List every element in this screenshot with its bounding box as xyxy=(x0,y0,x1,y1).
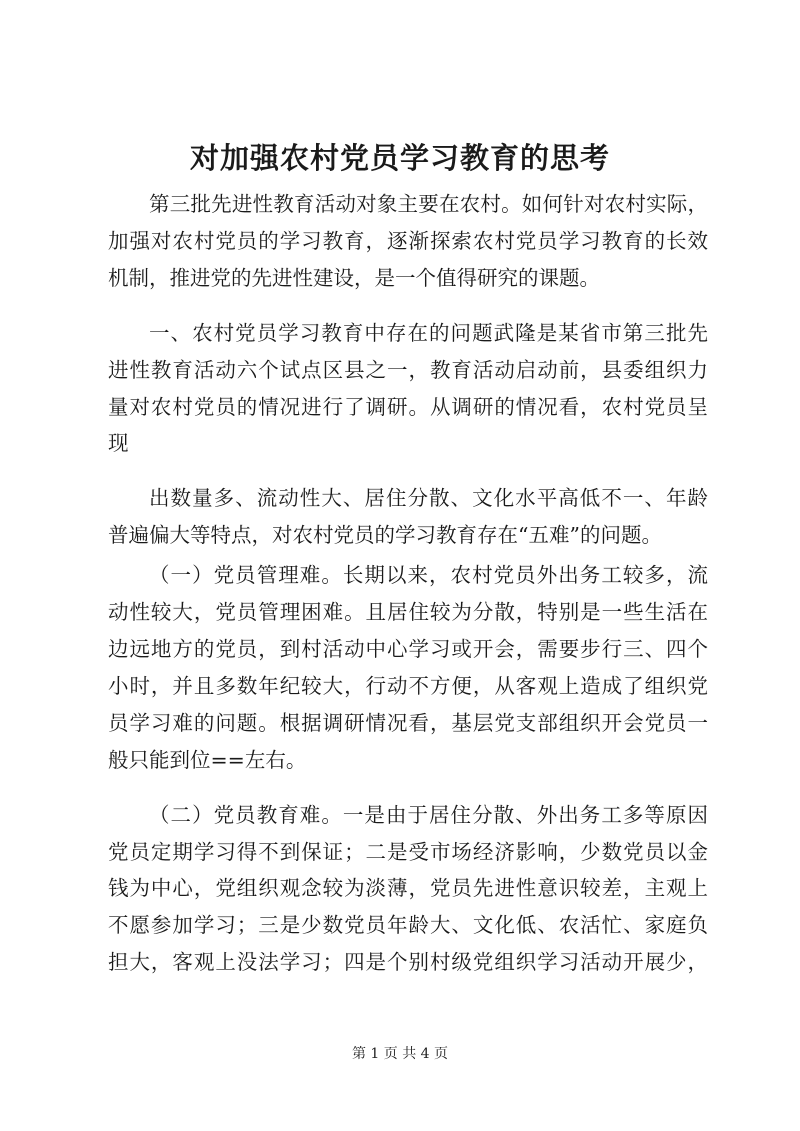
paragraph-features xyxy=(108,480,708,554)
text-line: 党员定期学习得不到保证；二是受市场经济影响，少数党员以金 xyxy=(108,839,708,864)
text-line: 动性较大，党员管理困难。且居住较为分散，特别是一些生活在 xyxy=(108,600,708,625)
text-line: 边远地方的党员，到村活动中心学习或开会，需要步行三、四个 xyxy=(108,636,708,661)
text-line: 现 xyxy=(108,431,129,456)
text-line: 小时，并且多数年纪较大，行动不方便，从客观上造成了组织党 xyxy=(108,673,708,698)
document-title: 对加强农村党员学习教育的思考 xyxy=(189,141,610,175)
text-line: 第三批先进性教育活动对象主要在农村。如何针对农村实际， xyxy=(149,192,708,216)
text-line: 般只能到位==左右。 xyxy=(108,747,307,772)
text-line: 进性教育活动六个试点区县之一，教育活动启动前，县委组织力 xyxy=(108,357,708,382)
text-line: 不愿参加学习；三是少数党员年龄大、文化低、农活忙、家庭负 xyxy=(108,913,708,938)
text-line: 机制，推进党的先进性建设，是一个值得研究的课题。 xyxy=(108,265,600,290)
page-footer: 第 1 页 共 4 页 xyxy=(351,1046,449,1062)
text-line: 加强对农村党员的学习教育，逐渐探索农村党员学习教育的长效 xyxy=(108,228,708,253)
text-line: （二）党员教育难。一是由于居住分散、外出务工多等原因 xyxy=(149,802,708,827)
paragraph-intro xyxy=(108,186,708,297)
paragraph-management xyxy=(108,557,708,778)
text-line: 员学习难的问题。根据调研情况看，基层党支部组织开会党员一 xyxy=(108,710,708,735)
text-line: 担大，客观上没法学习；四是个别村级党组织学习活动开展少， xyxy=(108,950,708,975)
document-body xyxy=(108,186,708,981)
text-line: 量对农村党员的情况进行了调研。从调研的情况看，农村党员呈 xyxy=(108,394,708,419)
text-line: 出数量多、流动性大、居住分散、文化水平高低不一、年龄 xyxy=(149,486,708,511)
text-line: 一、农村党员学习教育中存在的问题武隆是某省市第三批先 xyxy=(149,320,708,345)
paragraph-section-one xyxy=(108,315,708,463)
text-line: 普遍偏大等特点，对农村党员的学习教育存在“五难”的问题。 xyxy=(108,523,662,548)
text-line: 钱为中心，党组织观念较为淡薄，党员先进性意识较差，主观上 xyxy=(108,876,708,901)
paragraph-education xyxy=(108,797,708,982)
text-line: （一）党员管理难。长期以来，农村党员外出务工较多，流 xyxy=(149,563,708,588)
